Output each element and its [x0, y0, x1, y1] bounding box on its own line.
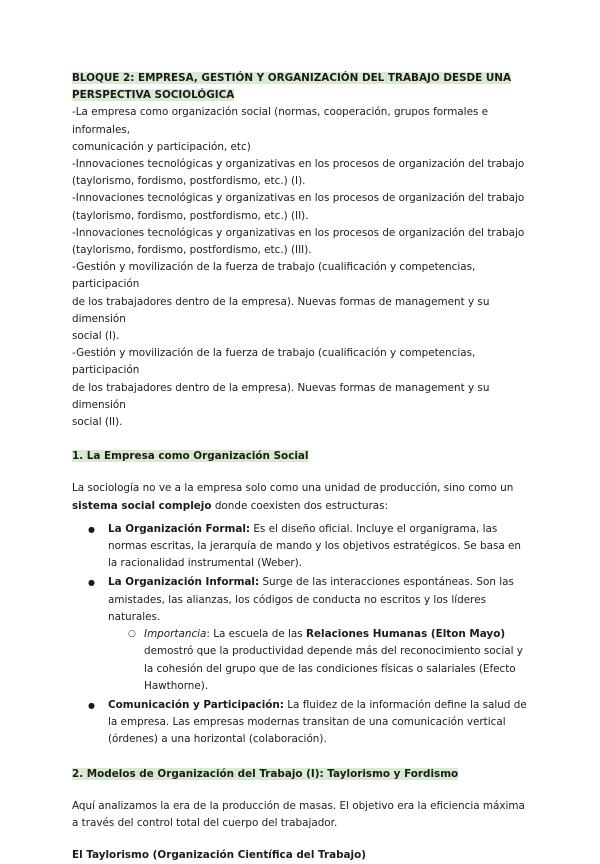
sub-list [108, 626, 528, 695]
syllabus-line: de los trabajadores dentro de la empresa). Nuevas formas de management y su dimensión [72, 381, 490, 411]
syllabus-line: -Innovaciones tecnológicas y organizativas en los procesos de organización del trabajo [72, 226, 525, 239]
section-1-heading [72, 448, 528, 465]
bullet-term: La Organización Formal: [108, 522, 251, 535]
paragraph-text: La sociología no ve a la empresa solo como una unidad de producción, sino como un [72, 482, 514, 495]
syllabus-line: -Gestión y movilización de la fuerza de trabajo (cualificación y competencias, participación [72, 261, 476, 291]
syllabus-line: comunicación y participación, etc) [72, 140, 251, 153]
bullet-text: La fluidez de la información define la salud de la empresa. Las empresas modernas transitan de una comunicación vertical (órdenes) a una horizontal (colaboración). [108, 698, 527, 746]
syllabus-line: (taylorismo, fordismo, postfordismo, etc.) (I). [72, 175, 306, 188]
section-2-heading-text: 2. Modelos de Organización del Trabajo (I): Taylorismo y Fordismo [72, 767, 459, 780]
syllabus-line: de los trabajadores dentro de la empresa). Nuevas formas de management y su dimensión [72, 295, 490, 325]
section-1-paragraph [72, 480, 528, 514]
sub-list-item-importancia [108, 626, 528, 695]
bullet-text: Surge de las interacciones espontáneas. Son las amistades, las alianzas, los códigos de conducta no escritos y los líderes naturales. [108, 576, 514, 623]
bullet-text: Es el diseño oficial. Incluye el organigrama, las normas escritas, la jerarquía de mando y los objetivos estratégicos. Se basa en la racionalidad instrumental (Weber). [108, 522, 522, 570]
block-title-line: PERSPECTIVA SOCIOLÓGICA [72, 89, 235, 102]
section-2-heading [72, 766, 528, 783]
structures-list [72, 521, 528, 749]
taylorismo-subheading: El Taylorismo (Organización Científica del Trabajo) [72, 849, 366, 862]
block-title [72, 70, 528, 104]
syllabus-list [72, 104, 528, 431]
sub-item-text: demostró que la productividad depende más del reconocimiento social y la cohesión del grupo que de las condiciones físicas o salariales (Efecto Hawthorne). [144, 645, 523, 692]
section-1-heading-text: 1. La Empresa como Organización Social [72, 450, 309, 463]
bullet-term: La Organización Informal: [108, 576, 260, 589]
block-title-line: BLOQUE 2: EMPRESA, GESTIÓN Y ORGANIZACIÓN DEL TRABAJO DESDE UNA [72, 72, 512, 84]
paragraph-bold-text: sistema social complejo [72, 499, 212, 512]
syllabus-line: social (II). [72, 416, 123, 429]
syllabus-line: -Innovaciones tecnológicas y organizativas en los procesos de organización del trabajo [72, 158, 525, 171]
sub-item-bold-text: Relaciones Humanas (Elton Mayo) [306, 628, 506, 641]
syllabus-line: -Gestión y movilización de la fuerza de trabajo (cualificación y competencias, participación [72, 347, 476, 377]
list-item-comunicacion [72, 697, 528, 749]
sub-item-text: : La escuela de las [206, 628, 306, 641]
document-page [72, 70, 528, 864]
syllabus-line: -Innovaciones tecnológicas y organizativas en los procesos de organización del trabajo [72, 192, 525, 205]
section-2-paragraph: Aquí analizamos la era de la producción de masas. El objetivo era la eficiencia máxima a través del control total del cuerpo del trabajador. [72, 799, 525, 829]
list-item-formal [72, 521, 528, 573]
syllabus-line: (taylorismo, fordismo, postfordismo, etc.) (II). [72, 209, 309, 222]
bullet-term: Comunicación y Participación: [108, 698, 284, 711]
syllabus-line: -La empresa como organización social (normas, cooperación, grupos formales e informales, [72, 106, 489, 136]
syllabus-line: (taylorismo, fordismo, postfordismo, etc.) (III). [72, 244, 312, 257]
list-item-informal [72, 574, 528, 694]
sub-item-label: Importancia [144, 628, 207, 641]
syllabus-line: social (I). [72, 330, 120, 343]
paragraph-text: donde coexisten dos estructuras: [211, 499, 389, 512]
